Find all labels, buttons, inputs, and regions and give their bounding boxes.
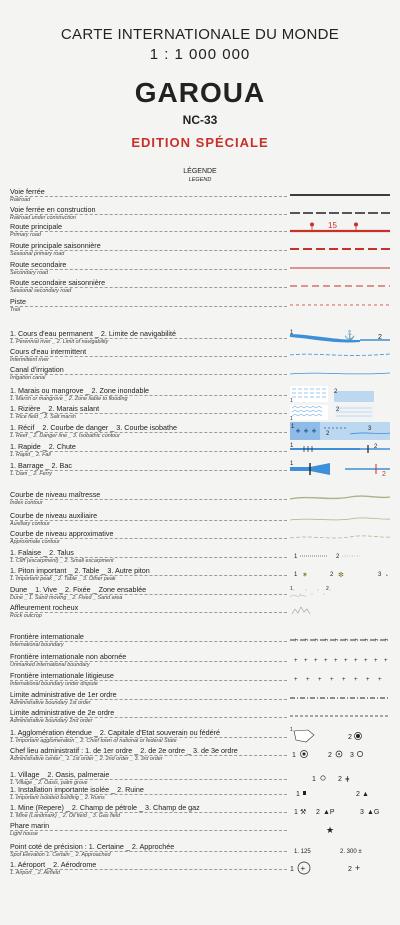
dam-symbol (290, 460, 395, 478)
svg-text:2: 2 (326, 431, 330, 437)
lighthouse-symbol (290, 820, 395, 838)
legend-label-fr: Courbe de niveau maîtresse (10, 490, 101, 499)
svg-text:+: + (354, 658, 358, 664)
svg-text:+: + (355, 863, 361, 873)
svg-text:1. 125: 1. 125 (294, 849, 311, 855)
svg-text:1: 1 (294, 572, 298, 578)
svg-text:▲P: ▲P (323, 809, 335, 816)
mine-symbol (290, 802, 395, 820)
primary-road-symbol (290, 221, 395, 239)
legend-label-fr: Route secondaire (10, 260, 67, 269)
cliff-symbol (290, 547, 395, 565)
legend-label-en: 1. Rapid _ 2. Fall (10, 452, 51, 458)
marsh-symbol (290, 385, 395, 403)
svg-text:▲: ▲ (362, 791, 369, 798)
legend-label-en: 1. Perennial river _ 2. Limit of navigability (10, 339, 109, 345)
svg-text:2: 2 (338, 776, 342, 783)
approximate-contour-symbol (290, 528, 395, 546)
legend-label-en: Irrigation canal (10, 375, 46, 381)
svg-text:2: 2 (356, 791, 360, 798)
svg-text:✼: ✼ (338, 572, 344, 579)
svg-text:+: + (314, 658, 318, 664)
legend-label-fr: Courbe de niveau approximative (10, 529, 114, 538)
svg-text:⚒: ⚒ (300, 809, 307, 816)
svg-text:+: + (364, 638, 368, 644)
legend-label-en: Administrative center _ 1. 1st order _ 2. 2nd order _ 3. 3rd order (10, 756, 163, 762)
admin-center-symbol (290, 745, 395, 763)
legend-label-en: Seasonal secondary road (10, 288, 72, 294)
legend-label-en: 1. Important agglomeration _ 2. Chief town of national or federal State (10, 738, 177, 744)
legend-label-fr: Voie ferrée (10, 187, 45, 196)
river-symbol (290, 328, 395, 346)
svg-text:+: + (330, 677, 334, 683)
svg-text:+: + (334, 658, 338, 664)
legend-label-en: Administrative boundary 1st order (10, 700, 91, 706)
svg-text:+: + (300, 864, 306, 873)
legend-leader-line (10, 196, 287, 197)
svg-text:1: 1 (290, 398, 293, 403)
svg-text:+: + (294, 677, 298, 683)
svg-text:+: + (334, 638, 338, 644)
legend-label-en: Unmarked international boundary (10, 662, 90, 668)
legend-label-fr: Chef lieu administratif : 1. de 1er ordre _ 2. de 2e ordre _ 3. de 3e ordre (10, 746, 238, 755)
legend-label-fr: Courbe de niveau auxiliaire (10, 511, 98, 520)
legend-leader-line (10, 306, 287, 307)
svg-text:1: 1 (291, 424, 295, 430)
legend-label-fr: 1. Aéroport _ 2. Aérodrome (10, 860, 97, 869)
svg-text:2: 2 (336, 407, 340, 413)
legend-label-fr: 1. Village _ 2. Oasis, palmeraie (10, 770, 110, 779)
svg-text:+: + (314, 638, 318, 644)
legend-label-fr: Piste (10, 297, 26, 306)
svg-text:15: 15 (328, 221, 337, 230)
legend-label-fr: 1. Mine (Repere) _ 2. Champ de pétrole _ 3. Champ de gaz (10, 803, 200, 812)
legend-label-en: 1. Important peak _ 2. Table _ 3. Other peak (10, 576, 116, 582)
svg-text:+: + (304, 428, 309, 435)
legend-leader-line (10, 269, 287, 270)
svg-text:1: 1 (292, 752, 296, 759)
svg-text:+: + (378, 677, 382, 683)
svg-text:+: + (324, 658, 328, 664)
legend-label-fr: Affleurement rocheux (10, 603, 79, 612)
svg-text:+: + (342, 677, 346, 683)
svg-text:✶: ✶ (302, 572, 308, 579)
sheet-code: NC-33 (182, 113, 218, 127)
rice-field-symbol (290, 403, 395, 421)
svg-text:1: 1 (290, 443, 294, 449)
edition-label: EDITION SPÉCIALE (131, 135, 269, 150)
svg-text:+: + (354, 677, 358, 683)
svg-text:2: 2 (330, 572, 334, 578)
legend-label-fr: Frontière internationale (10, 632, 84, 641)
svg-text:1: 1 (294, 554, 298, 560)
svg-text:2: 2 (328, 752, 332, 759)
legend-leader-line (10, 830, 287, 831)
svg-text:3: 3 (350, 752, 354, 759)
svg-text:+: + (294, 658, 298, 664)
svg-text:★: ★ (326, 825, 335, 835)
agglomeration-symbol (290, 727, 395, 745)
svg-text:2: 2 (378, 334, 382, 341)
irrigation-canal-symbol (290, 364, 395, 382)
svg-text:+: + (304, 638, 308, 644)
legend-label-fr: 1. Récif _ 2. Courbe de danger _ 3. Courbe isobathe (10, 423, 178, 432)
isolated-building-symbol (290, 784, 395, 802)
unmarked-boundary-symbol (290, 651, 395, 669)
legend-leader-line (10, 612, 287, 613)
svg-text:+: + (304, 658, 308, 664)
svg-text:3: 3 (360, 809, 364, 816)
svg-text:1: 1 (290, 586, 293, 592)
svg-text:1: 1 (290, 866, 294, 873)
intl-boundary-symbol (290, 631, 395, 649)
legend-label-en: Secondary road (10, 270, 49, 276)
svg-text:+: + (384, 658, 388, 664)
svg-text:+: + (294, 638, 298, 644)
legend-label-fr: Voie ferrée en construction (10, 205, 96, 214)
svg-text:+: + (366, 677, 370, 683)
legend-label-en: Trail (10, 307, 21, 313)
legend-leader-line (10, 231, 287, 232)
legend-label-en: Railroad (10, 197, 31, 203)
legend-label-fr: 1. Falaise _ 2. Talus (10, 548, 74, 557)
spot-elevation-symbol (290, 841, 395, 859)
legend-label-en: Rock outcrop (10, 613, 42, 619)
legend-leader-line (10, 374, 287, 375)
rail-construction-symbol (290, 204, 395, 222)
legend-label-fr: Frontière internationale litigieuse (10, 671, 114, 680)
svg-text:1: 1 (290, 727, 293, 733)
legend-label-en: 1. Important isolated building _ 2. Ruins (10, 795, 105, 801)
legend-label-fr: Route principale saisonnière (10, 241, 101, 250)
svg-text:2: 2 (374, 444, 378, 450)
legend-label-en: Intermittent river (10, 357, 49, 363)
svg-text:1: 1 (290, 461, 294, 467)
disputed-boundary-symbol (290, 670, 395, 688)
admin-1-symbol (290, 689, 395, 707)
svg-text:1: 1 (290, 416, 293, 421)
legend-label-en: International boundary under dispute (10, 681, 98, 687)
svg-text:2: 2 (326, 586, 329, 592)
legend-label-en: 1. Cliff (escarpment) _ 2. Small escarpment (10, 558, 114, 564)
legend-label-fr: 1. Agglomération étendue _ 2. Capitale d'Etat souverain ou fédéré (10, 728, 220, 737)
legend-label-fr: 1. Rapide _ 2. Chute (10, 442, 76, 451)
legend-leader-line (10, 356, 287, 357)
legend-label-en: 1. Reef _ 2. Danger line _ 3. Isobathic contour (10, 433, 120, 439)
svg-text:+: + (384, 638, 388, 644)
legend-label-en: Spot Elevation 1. Certain _ 2. Approached (10, 852, 111, 858)
svg-text:3: 3 (378, 572, 382, 578)
peak-symbol (290, 565, 395, 583)
auxiliary-contour-symbol (290, 510, 395, 528)
svg-text:1: 1 (312, 776, 316, 783)
railroad-symbol (290, 186, 395, 204)
legend-label-fr: Limite administrative de 1er ordre (10, 690, 117, 699)
index-contour-symbol (290, 489, 395, 507)
seasonal-secondary-road-symbol (290, 277, 395, 295)
airport-symbol (290, 859, 395, 877)
legend-label-en: 1. Airport _ 2. Airfield (10, 870, 60, 876)
legend-leader-line (10, 499, 287, 500)
legend-label-en: International boundary (10, 642, 64, 648)
sheet-name: GAROUA (134, 77, 266, 108)
seasonal-primary-road-symbol (290, 240, 395, 258)
svg-text:1: 1 (294, 809, 298, 816)
admin-2-symbol (290, 707, 395, 725)
legend-label-fr: Cours d'eau intermittent (10, 347, 87, 356)
legend-label-fr: 1. Barrage _ 2. Bac (10, 461, 72, 470)
intermittent-river-symbol (290, 346, 395, 364)
svg-text:+: + (344, 658, 348, 664)
legend-label-en: 1. Village _ 2. Oasis, palm grove (10, 780, 88, 786)
legend-label-en: Seasonal primary road (10, 251, 65, 257)
legend-label-en: Administrative boundary 2nd order (10, 718, 93, 724)
legend-heading-en: LEGEND (188, 177, 212, 183)
svg-text:▲G: ▲G (367, 809, 380, 816)
legend-label-en: 1. Rice field _ 2. Salt marsh (10, 414, 76, 420)
rock-outcrop-symbol (290, 602, 395, 620)
svg-text:3: 3 (368, 426, 372, 432)
legend-label-en: Auxiliary contour (10, 521, 50, 527)
svg-text:2: 2 (336, 554, 340, 560)
legend-label-fr: 1. Installation importante isolée _ 2. Ruine (10, 785, 144, 794)
legend-label-en: Primary road (10, 232, 41, 238)
svg-text:+: + (306, 677, 310, 683)
legend-label-en: 1. Mine (Landmark) _ 2. Oil field _ 3. Gas field (10, 813, 120, 819)
svg-text:2: 2 (334, 389, 338, 395)
reef-symbol (290, 422, 395, 440)
secondary-road-symbol (290, 259, 395, 277)
legend-label-fr: Frontière internationale non abornée (10, 652, 127, 661)
svg-text:2: 2 (316, 809, 320, 816)
svg-text:+: + (312, 428, 317, 435)
svg-text:+: + (324, 638, 328, 644)
legend-label-fr: Dune _ 1. Vive _ 2. Fixée _ Zone ensablée (10, 585, 147, 594)
svg-text:2: 2 (348, 866, 352, 873)
svg-text:+: + (364, 658, 368, 664)
map-series-title: CARTE INTERNATIONALE DU MONDE (60, 26, 340, 43)
svg-text:1: 1 (290, 330, 294, 336)
svg-text:+: + (296, 428, 301, 435)
legend-label-en: Dune _ 1. Sand moving _ 2. Fixed _ Sand area (10, 595, 123, 601)
legend-leader-line (10, 520, 287, 521)
svg-text:2. 300 ±: 2. 300 ± (340, 849, 362, 855)
legend-label-en: Index contour (10, 500, 43, 506)
svg-text:+: + (344, 638, 348, 644)
svg-text:+: + (374, 638, 378, 644)
svg-text:1: 1 (296, 791, 300, 798)
legend-label-fr: 1. Piton important _ 2. Table _ 3. Autre piton (10, 566, 150, 575)
dune-symbol (290, 584, 395, 602)
legend-label-fr: 1. Rizière _ 2. Marais salant (10, 404, 100, 413)
legend-label-en: Light house (10, 831, 38, 837)
legend-label-fr: Route secondaire saisonnière (10, 278, 106, 287)
legend-heading: LÉGENDE (183, 168, 217, 175)
legend-label-en: Railroad under construction (10, 215, 76, 221)
legend-label-en: 1. Dam _ 2. Ferry (10, 471, 52, 477)
legend-leader-line (10, 451, 287, 452)
rapid-symbol (290, 441, 395, 459)
legend-label-fr: Limite administrative de 2e ordre (10, 708, 115, 717)
legend-label-en: 1. Marsh or mangrove _ 2. Zone liable to flooding (10, 396, 128, 402)
svg-text:+: + (354, 638, 358, 644)
svg-text:+: + (318, 677, 322, 683)
map-scale: 1 : 1 000 000 (149, 46, 251, 63)
svg-text:2: 2 (382, 471, 386, 478)
legend-label-fr: Canal d'irrigation (10, 365, 64, 374)
legend-label-fr: Phare marin (10, 821, 50, 830)
svg-text:+: + (374, 658, 378, 664)
svg-text:ǂ: ǂ (345, 775, 350, 784)
svg-text:⚓: ⚓ (344, 330, 356, 340)
legend-label-en: Approximate contour (10, 539, 60, 545)
legend-label-fr: Point coté de précision : 1. Certaine _ 2. Approchée (10, 842, 175, 851)
svg-text:2: 2 (348, 734, 352, 741)
legend-label-fr: Route principale (10, 222, 62, 231)
trail-symbol (290, 296, 395, 314)
legend-label-fr: 1. Marais ou mangrove _ 2. Zone inondable (10, 386, 150, 395)
svg-text:•: • (386, 573, 388, 579)
legend-label-fr: 1. Cours d'eau permanent _ 2. Limite de navigabilité (10, 329, 176, 338)
